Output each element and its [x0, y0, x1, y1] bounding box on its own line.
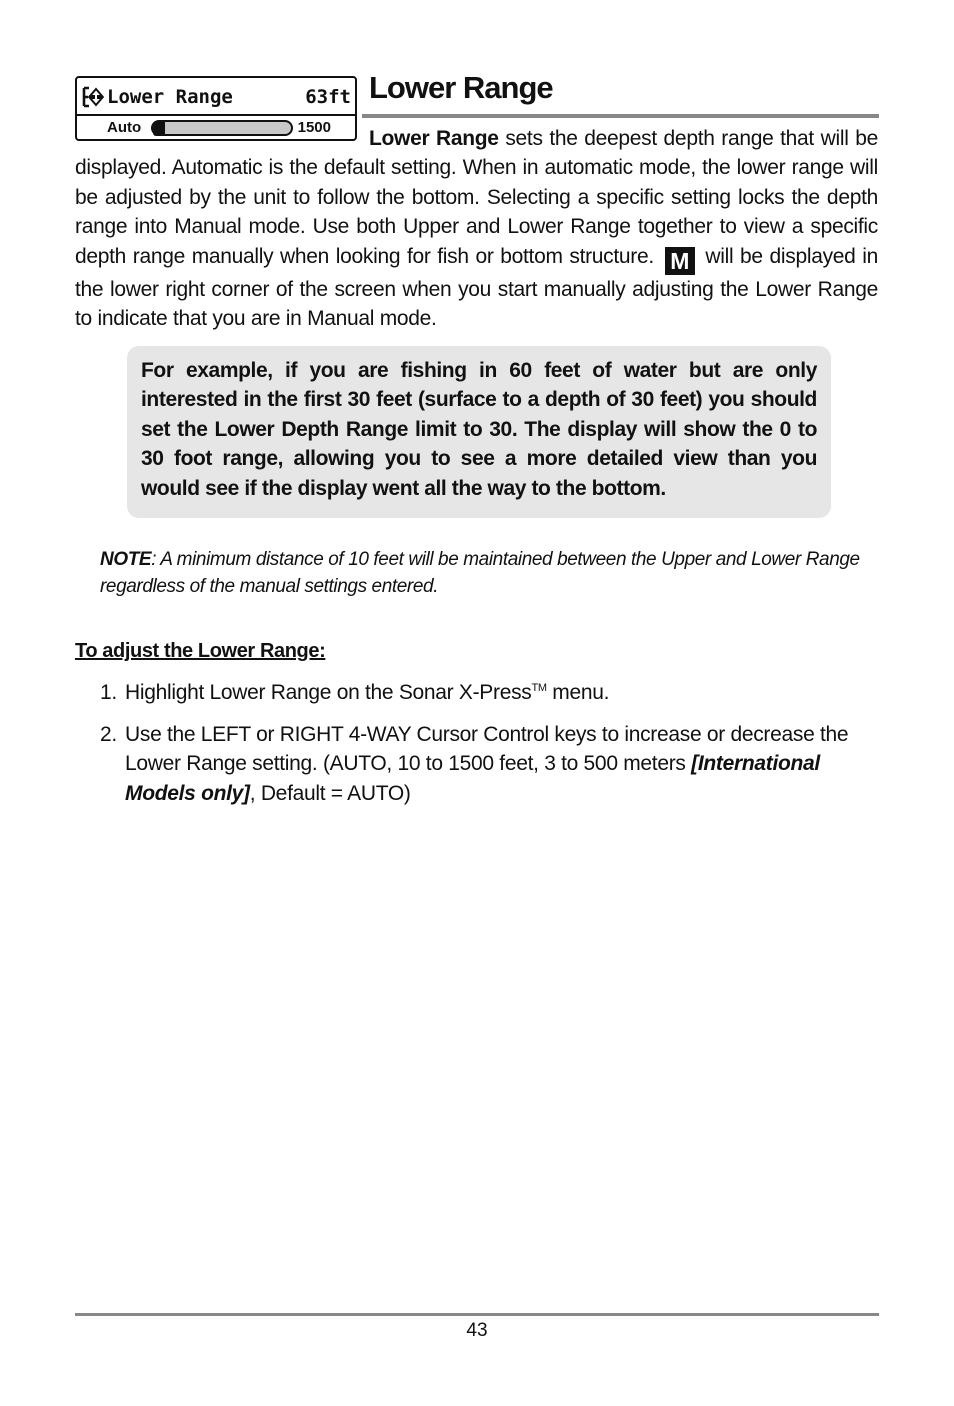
menu-arrows-icon: [81, 82, 105, 118]
step2-bold: [International Models only]: [125, 752, 820, 805]
step2-text-end: , Default = AUTO): [249, 781, 411, 805]
body-text-part2: will be displayed in the lower right corner of the screen when you start manually adjusting the Lower Range to indicate that you are in Manual mode.: [75, 244, 878, 331]
footer-rule: [75, 1313, 879, 1316]
menu-widget-divider: [77, 114, 355, 116]
step1-text: Highlight Lower Range on the Sonar X-Press: [125, 681, 532, 704]
procedure-heading: To adjust the Lower Range:: [75, 640, 326, 662]
menu-widget-header: [81, 82, 351, 112]
step-text: [125, 720, 860, 808]
step-number: 1.: [100, 681, 117, 704]
body-text-part1: sets the deepest depth range that will be displayed. Automatic is the default setting. When in automatic mode, the lower range will be adjusted by the unit to follow the bottom. Selecting a specific setting locks the depth range into Manual mode. Use both Upper and Lower Range together to view a specific depth range manually when looking for fish or bottom structure.: [75, 127, 878, 268]
title-rule: [362, 114, 879, 118]
menu-widget-value: 63ft: [305, 86, 351, 108]
step2-text: Use the LEFT or RIGHT 4-WAY Cursor Control keys to increase or decrease the Lower Range setting. (AUTO, 10 to 1500 feet, 3 to 500 meters: [125, 723, 849, 776]
menu-widget-title: Lower Range: [107, 86, 233, 108]
manual-mode-badge-icon: M: [665, 247, 695, 275]
note-label: NOTE: [100, 549, 152, 570]
trademark-mark: TM: [531, 682, 547, 694]
body-paragraph: [75, 124, 878, 333]
note: [100, 546, 870, 600]
body-lead-term: Lower Range: [369, 127, 499, 150]
slider-max-label: 1500: [297, 119, 331, 136]
step-text: [125, 678, 860, 707]
note-text: : A minimum distance of 10 feet will be maintained between the Upper and Lower Range regardless of the manual settings entered.: [100, 549, 860, 597]
page-number: 43: [466, 1320, 488, 1341]
step1-text-end: menu.: [546, 681, 610, 704]
example-callout: [127, 346, 831, 518]
step-number: 2.: [100, 723, 117, 746]
slider-min-label: Auto: [107, 119, 142, 136]
section-title: Lower Range: [369, 70, 553, 105]
example-text: For example, if you are fishing in 60 feet of water but are only interested in the first 30 feet (surface to a depth of 30 feet) you should set the Lower Depth Range limit to 30. The display will show the 0 to 30 foot range, allowing you to see a more detailed view than you would see if the display went all the way to the bottom.: [141, 359, 817, 500]
